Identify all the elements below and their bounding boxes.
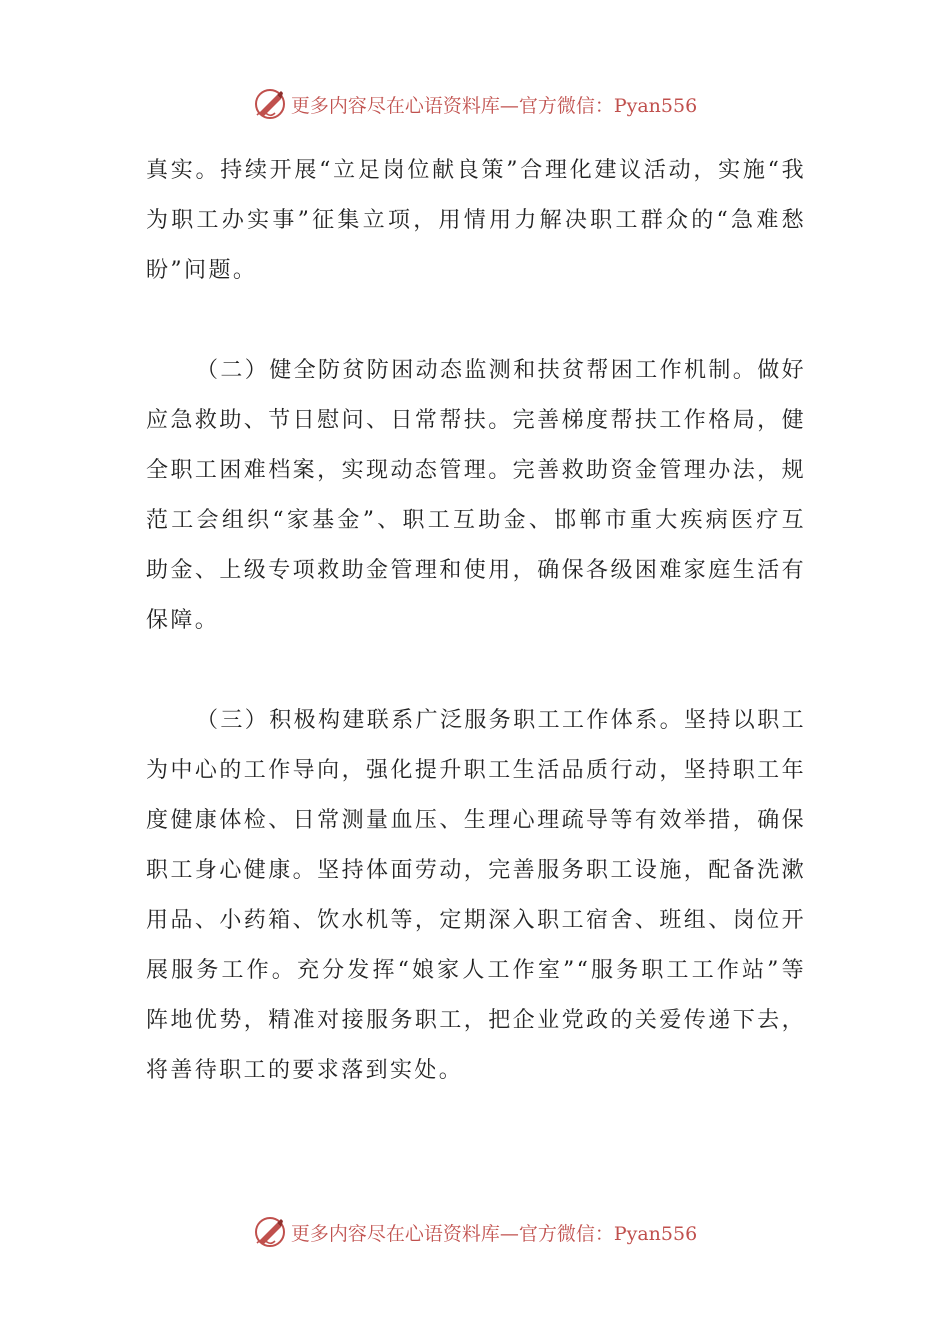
footer-banner-text: 更多内容尽在心语资料库—官方微信：Pyan556 — [290, 1222, 698, 1245]
paragraph-section-3: （三）积极构建联系广泛服务职工工作体系。坚持以职工为中心的工作导向，强化提升职工生活品质行动，坚持职工年度健康体检、日常测量血压、生理心理疏导等有效举措，确保职工身心健康。坚持体面劳动，完善服务职工设施，配备洗漱用品、小药箱、饮水机等，定期深入职工宿舍、班组、岗位开展服务工作。充分发挥“娘家人工作室”“服务职工工作站”等阵地优势，精准对接服务职工，把企业党政的关爱传递下去，将善待职工的要求落到实处。 — [146, 708, 807, 1083]
pen-scroll-logo-icon — [253, 87, 287, 121]
document-body — [146, 146, 806, 1096]
pen-scroll-logo-icon — [253, 1215, 287, 1249]
paragraph-gap — [146, 296, 806, 346]
paragraph-section-2: （二）健全防贫防困动态监测和扶贫帮困工作机制。做好应急救助、节日慰问、日常帮扶。完善梯度帮扶工作格局，健全职工困难档案，实现动态管理。完善救助资金管理办法，规范工会组织“家基金”、职工互助金、邯郸市重大疾病医疗互助金、上级专项救助金管理和使用，确保各级困难家庭生活有保障。 — [146, 358, 807, 633]
header-banner — [0, 84, 950, 124]
footer-banner — [0, 1212, 950, 1252]
paragraph-continuation: 真实。持续开展“立足岗位献良策”合理化建议活动，实施“我为职工办实事”征集立项，用情用力解决职工群众的“急难愁盼”问题。 — [146, 158, 806, 283]
paragraph-gap — [146, 646, 806, 696]
header-banner-text: 更多内容尽在心语资料库—官方微信：Pyan556 — [290, 94, 698, 117]
